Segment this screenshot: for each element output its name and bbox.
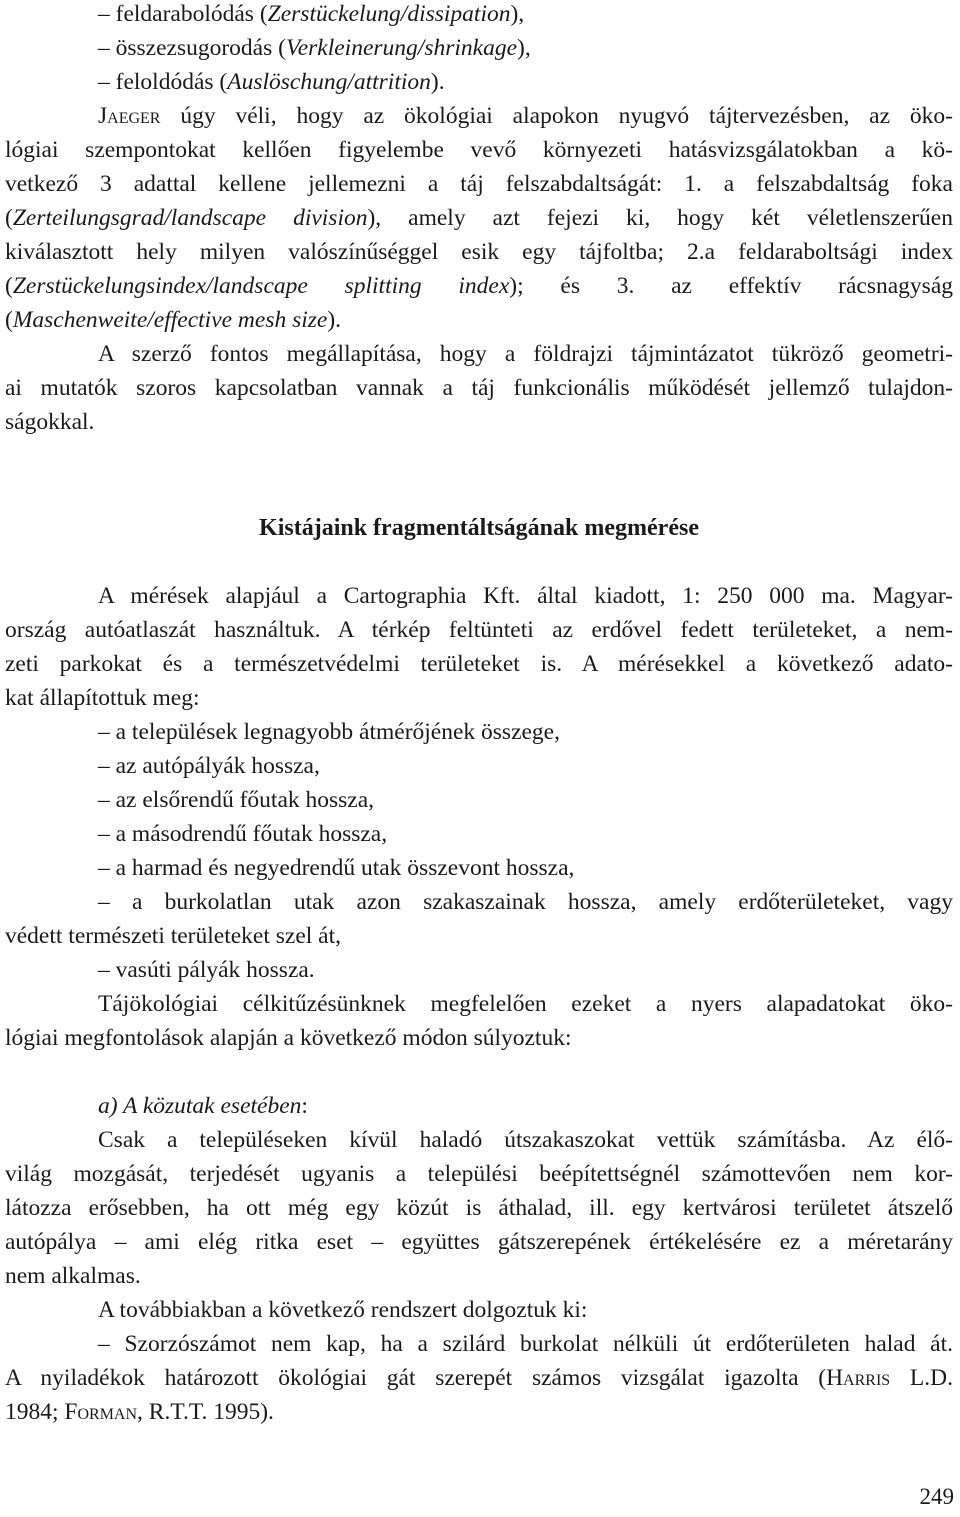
list-text-after: ), — [517, 35, 531, 61]
subsection-label: a) A közutak esetében: — [98, 1093, 308, 1119]
list-text: feloldódás ( — [115, 69, 228, 95]
page-number: 249 — [919, 1484, 954, 1509]
list-text-after: ). — [430, 69, 445, 95]
text-line: lógiai megfontolások alapján a következő módon súlyoztuk: — [5, 1025, 572, 1051]
list-item — [5, 885, 953, 919]
text-line: A továbbiakban a következő rendszert dolgoztuk ki: — [98, 1297, 588, 1323]
paragraph-system — [5, 1293, 953, 1429]
document-page — [5, 0, 953, 1429]
list-dash: – — [98, 69, 110, 95]
text-line: autópálya – ami elég ritka eset – együttes gátszerepének értékelésére ez a méretarány — [5, 1229, 953, 1255]
list-dash: – — [98, 1, 110, 27]
text-line: 1984; Forman, R.T.T. 1995). — [5, 1399, 274, 1425]
text-line: kiválasztott hely milyen valószínűséggel esik egy tájfoltba; 2.a feldaraboltsági index — [5, 239, 953, 265]
section-heading: Kistájaink fragmentáltságának megmérése — [259, 515, 699, 541]
paragraph-weighting — [5, 987, 953, 1055]
text-line: zeti parkokat és a természetvédelmi területeket is. A mérésekkel a következő adato- — [5, 651, 953, 677]
text-line: (Zerteilungsgrad/landscape division), amely azt fejezi ki, hogy két véletlenszerűen — [5, 205, 953, 231]
list-italic-term: Auslöschung/attrition — [227, 69, 431, 95]
list-item — [5, 65, 953, 99]
text-line: látozza erősebben, ha ott még egy közút is áthalad, ill. egy kertvárosi területet átszelő — [5, 1195, 953, 1221]
paragraph-measurements — [5, 579, 953, 715]
list-italic-term: Zerstückelung/dissipation — [267, 1, 511, 27]
list-top — [5, 0, 953, 99]
list-dash: – — [98, 35, 110, 61]
text-line: ai mutatók szoros kapcsolatban vannak a táj funkcionális működését jellemző tulajdon- — [5, 375, 953, 401]
text-line: Jaeger úgy véli, hogy az ökológiai alapokon nyugvó tájtervezésben, az öko- — [98, 103, 953, 129]
list-italic-term: Verkleinerung/shrinkage — [285, 35, 517, 61]
text-line: lógiai szempontokat kellően figyelembe vevő környezeti hatásvizsgálatokban a kö- — [5, 137, 953, 163]
list-item-continuation: védett természeti területeket szel át, — [5, 923, 342, 949]
text-line: (Maschenweite/effective mesh size). — [5, 307, 342, 333]
list-item: – az elsőrendű főutak hossza, — [98, 787, 375, 813]
author-name: Forman — [64, 1399, 138, 1425]
text-line: A szerző fontos megállapítása, hogy a földrajzi tájmintázatot tükröző geometri- — [98, 341, 953, 367]
list-text-after: ), — [510, 1, 525, 27]
list-item: – a harmad és negyedrendű utak összevont hossza, — [98, 855, 575, 881]
text-line: ország autóatlaszát használtuk. A térkép feltünteti az erdővel fedett területeket, a nem- — [5, 617, 953, 643]
text-line: nem alkalmas. — [5, 1263, 141, 1289]
list-item: – a másodrendű főutak hossza, — [98, 821, 388, 847]
text-line: – Szorzószámot nem kap, ha a szilárd burkolat nélküli út erdőterületen halad át. — [98, 1331, 953, 1357]
text-line: kat állapítottuk meg: — [5, 685, 200, 711]
list-text: összezsugorodás ( — [115, 35, 286, 61]
list-item — [5, 31, 953, 65]
text-line: (Zerstückelungsindex/landscape splitting index); és 3. az effektív rácsnagyság — [5, 273, 953, 299]
list-measured-data — [5, 715, 953, 987]
text-line: ságokkal. — [5, 409, 95, 435]
list-item: – vasúti pályák hossza. — [98, 957, 315, 983]
text-line: A mérések alapjául a Cartographia Kft. által kiadott, 1: 250 000 ma. Magyar- — [98, 583, 953, 609]
author-name: Jaeger — [98, 103, 161, 129]
list-item: – a települések legnagyobb átmérőjének összege, — [98, 719, 560, 745]
text-line: Tájökológiai célkitűzésünknek megfelelően ezeket a nyers alapadatokat öko- — [98, 991, 953, 1017]
text-line: világ mozgását, terjedését ugyanis a települési beépítettségnél számottevően nem kor- — [5, 1161, 953, 1187]
text-line: vetkező 3 adattal kellene jellemezni a táj felszabdaltságát: 1. a felszabdaltság foka — [5, 171, 953, 197]
list-item — [5, 0, 953, 31]
text-line: A nyiladékok határozott ökológiai gát szerepét számos vizsgálat igazolta (Harris L.D. — [5, 1365, 954, 1391]
paragraph-roads — [5, 1123, 953, 1293]
author-name: Harris — [826, 1365, 891, 1391]
text-line: Csak a településeken kívül haladó útszakaszokat vettük számításba. Az élő- — [98, 1127, 953, 1153]
paragraph-findings — [5, 337, 953, 439]
list-text: feldarabolódás ( — [115, 1, 268, 27]
list-item: – az autópályák hossza, — [98, 753, 320, 779]
text-line: – a burkolatlan utak azon szakaszainak hossza, amely erdőterületeket, vagy — [98, 889, 953, 915]
paragraph-jaeger — [5, 99, 953, 337]
